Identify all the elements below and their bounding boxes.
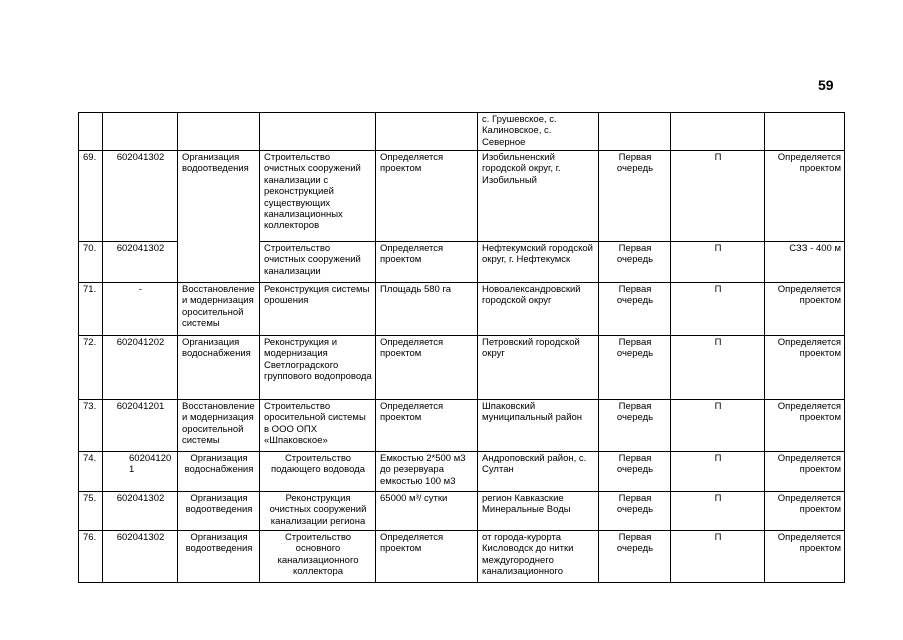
- cell-zone: Определяется проектом: [765, 492, 845, 531]
- cell-code: 602041302: [103, 531, 178, 583]
- cell-status: П: [671, 452, 765, 492]
- table-row: [79, 492, 845, 531]
- cell-num: 75.: [79, 492, 103, 531]
- cell-stage: Первая очередь: [599, 400, 671, 452]
- cell-num: 76.: [79, 531, 103, 583]
- cell-stage: [599, 113, 671, 151]
- table-row: [79, 400, 845, 452]
- cell-status: П: [671, 242, 765, 283]
- cell-stage: Первая очередь: [599, 531, 671, 583]
- cell-code: [103, 113, 178, 151]
- cell-object: Реконструкция очистных сооружений канализации региона: [260, 492, 376, 531]
- table-row: [79, 452, 845, 492]
- cell-status: П: [671, 151, 765, 242]
- cell-params: Площадь 580 га: [376, 283, 478, 336]
- cell-code: 602041302: [103, 151, 178, 242]
- table-row: [79, 283, 845, 336]
- cell-category: Организация водоотведения: [178, 151, 260, 283]
- cell-zone: [765, 113, 845, 151]
- table-row-continuation: [79, 113, 845, 151]
- cell-zone: Определяется проектом: [765, 400, 845, 452]
- cell-location: от города-курорта Кисловодск до нитки междугороднего канализационного: [478, 531, 599, 583]
- objects-table: [78, 112, 845, 583]
- cell-zone: Определяется проектом: [765, 283, 845, 336]
- cell-location: Шпаковский муниципальный район: [478, 400, 599, 452]
- table-row: [79, 336, 845, 400]
- cell-location: Петровский городской округ: [478, 336, 599, 400]
- cell-zone: СЗЗ - 400 м: [765, 242, 845, 283]
- cell-stage: Первая очередь: [599, 492, 671, 531]
- cell-code: 602041302: [103, 492, 178, 531]
- cell-num: 72.: [79, 336, 103, 400]
- cell-object: Строительство очистных сооружений канализации: [260, 242, 376, 283]
- cell-zone: Определяется проектом: [765, 336, 845, 400]
- cell-code: 602041302: [103, 242, 178, 283]
- cell-num: 70.: [79, 242, 103, 283]
- cell-num: 69.: [79, 151, 103, 242]
- cell-code: 602041202: [103, 336, 178, 400]
- cell-object: Строительство оросительной системы в ООО ОПХ «Шпаковское»: [260, 400, 376, 452]
- cell-category: Организация водоснабжения: [178, 336, 260, 400]
- cell-object: Строительство очистных сооружений канализации с реконструкцией существующих канализационных коллекторов: [260, 151, 376, 242]
- cell-params: Определяется проектом: [376, 531, 478, 583]
- cell-zone: Определяется проектом: [765, 452, 845, 492]
- cell-object: Реконструкция системы орошения: [260, 283, 376, 336]
- cell-code: 602041201: [103, 452, 178, 492]
- cell-stage: Первая очередь: [599, 151, 671, 242]
- cell-num: 71.: [79, 283, 103, 336]
- cell-stage: Первая очередь: [599, 242, 671, 283]
- cell-category: Восстановление и модернизация оросительной системы: [178, 283, 260, 336]
- cell-category: Организация водоотведения: [178, 492, 260, 531]
- cell-stage: Первая очередь: [599, 452, 671, 492]
- cell-zone: Определяется проектом: [765, 151, 845, 242]
- table-row: [79, 151, 845, 242]
- cell-code: 602041201: [103, 400, 178, 452]
- cell-category: Организация водоснабжения: [178, 452, 260, 492]
- table-row: [79, 531, 845, 583]
- cell-params: Определяется проектом: [376, 242, 478, 283]
- cell-params: Емкостью 2*500 м3 до резервуара емкостью 100 м3: [376, 452, 478, 492]
- cell-object: [260, 113, 376, 151]
- cell-params: 65000 м³/ сутки: [376, 492, 478, 531]
- cell-num: 73.: [79, 400, 103, 452]
- cell-object: Реконструкция и модернизация Светлоградского группового водопровода: [260, 336, 376, 400]
- cell-status: П: [671, 492, 765, 531]
- cell-object: Строительство основного канализационного коллектора: [260, 531, 376, 583]
- cell-status: П: [671, 400, 765, 452]
- cell-location: регион Кавказские Минеральные Воды: [478, 492, 599, 531]
- cell-category: [178, 113, 260, 151]
- cell-location: Андроповский район, с. Султан: [478, 452, 599, 492]
- cell-category: Организация водоотведения: [178, 531, 260, 583]
- cell-status: П: [671, 336, 765, 400]
- cell-zone: Определяется проектом: [765, 531, 845, 583]
- cell-params: Определяется проектом: [376, 336, 478, 400]
- cell-location: с. Грушевское, с. Калиновское, с. Северное: [478, 113, 599, 151]
- cell-num: [79, 113, 103, 151]
- cell-location: Новоалександровский городской округ: [478, 283, 599, 336]
- cell-params: Определяется проектом: [376, 151, 478, 242]
- cell-location: Изобильненский городской округ, г. Изобильный: [478, 151, 599, 242]
- cell-stage: Первая очередь: [599, 336, 671, 400]
- cell-object: Строительство подающего водовода: [260, 452, 376, 492]
- page-number: 59: [818, 77, 834, 93]
- cell-status: П: [671, 283, 765, 336]
- cell-num: 74.: [79, 452, 103, 492]
- cell-status: [671, 113, 765, 151]
- cell-code: -: [103, 283, 178, 336]
- cell-params: [376, 113, 478, 151]
- cell-location: Нефтекумский городской округ, г. Нефтекумск: [478, 242, 599, 283]
- cell-category: Восстановление и модернизация оросительной системы: [178, 400, 260, 452]
- cell-stage: Первая очередь: [599, 283, 671, 336]
- cell-params: Определяется проектом: [376, 400, 478, 452]
- cell-status: П: [671, 531, 765, 583]
